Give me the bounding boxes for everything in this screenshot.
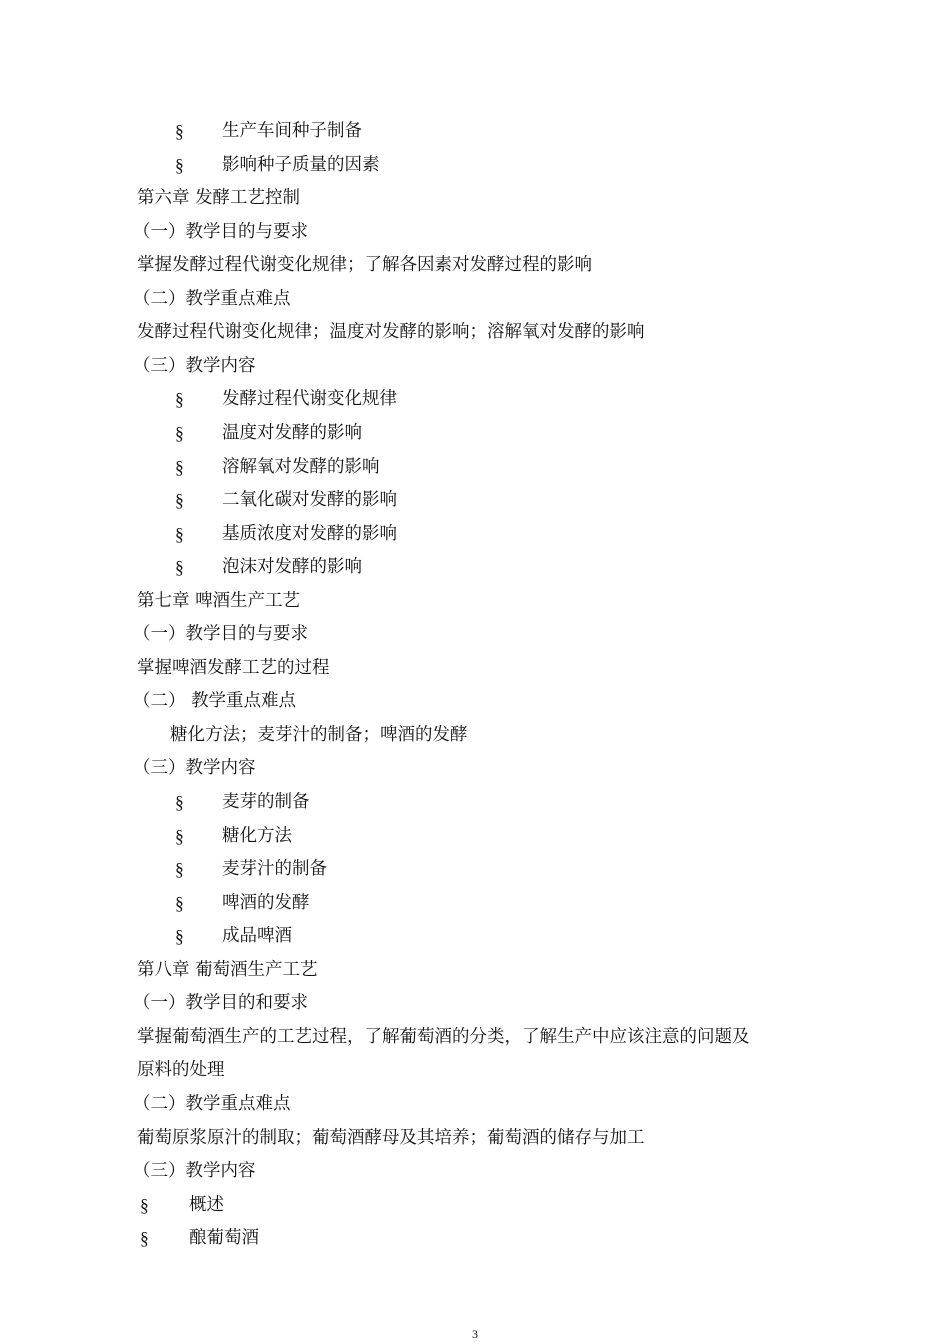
- section-bullet-icon: §: [175, 892, 184, 913]
- subsection-title: （三）教学内容: [133, 1161, 256, 1182]
- paragraph-text: 掌握啤酒发酵工艺的过程: [137, 657, 330, 678]
- subsection-title: （一）教学目的与要求: [133, 624, 308, 645]
- paragraph-text: 糖化方法；麦芽汁的制备；啤酒的发酵: [170, 724, 468, 745]
- section-bullet-icon: §: [175, 825, 184, 846]
- bullet-text: 麦芽汁的制备: [222, 859, 327, 880]
- bullet-text: 温度对发酵的影响: [222, 422, 362, 443]
- bullet-text: 影响种子质量的因素: [222, 154, 380, 175]
- section-bullet-icon: §: [175, 523, 184, 544]
- bullet-text: 泡沫对发酵的影响: [222, 557, 362, 578]
- paragraph-text: 发酵过程代谢变化规律；温度对发酵的影响；溶解氧对发酵的影响: [137, 322, 645, 343]
- subsection-title: （一）教学目的和要求: [133, 993, 308, 1014]
- bullet-text: 发酵过程代谢变化规律: [222, 389, 397, 410]
- subsection-title: （三）教学内容: [133, 355, 256, 376]
- paragraph-text: 原料的处理: [137, 1060, 225, 1081]
- section-bullet-icon: §: [175, 490, 184, 511]
- bullet-text: 酿葡萄酒: [189, 1228, 259, 1249]
- bullet-text: 二氧化碳对发酵的影响: [222, 490, 397, 511]
- subsection-title: （二） 教学重点难点: [133, 691, 297, 712]
- section-bullet-icon: §: [175, 121, 184, 141]
- section-bullet-icon: §: [175, 859, 184, 880]
- paragraph-text: 葡萄原浆原汁的制取；葡萄酒酵母及其培养；葡萄酒的储存与加工: [137, 1127, 645, 1148]
- bullet-text: 基质浓度对发酵的影响: [222, 523, 397, 544]
- bullet-text: 麦芽的制备: [222, 792, 310, 812]
- section-bullet-icon: §: [175, 926, 184, 947]
- paragraph-text: 掌握葡萄酒生产的工艺过程，了解葡萄酒的分类，了解生产中应该注意的问题及: [137, 1026, 750, 1047]
- bullet-text: 成品啤酒: [222, 926, 292, 947]
- paragraph-text: 掌握发酵过程代谢变化规律；了解各因素对发酵过程的影响: [137, 255, 592, 276]
- section-bullet-icon: §: [175, 456, 184, 477]
- section-bullet-icon: §: [175, 792, 184, 812]
- chapter-title: 第八章 葡萄酒生产工艺: [137, 959, 318, 980]
- bullet-text: 生产车间种子制备: [222, 121, 362, 141]
- subsection-title: （一）教学目的与要求: [133, 221, 308, 242]
- subsection-title: （三）教学内容: [133, 758, 256, 779]
- page-number: 3: [472, 1327, 478, 1341]
- section-bullet-icon: §: [140, 1228, 149, 1249]
- subsection-title: （二）教学重点难点: [133, 1093, 291, 1114]
- chapter-title: 第七章 啤酒生产工艺: [137, 590, 301, 611]
- section-bullet-icon: §: [140, 1194, 149, 1215]
- bullet-text: 糖化方法: [222, 825, 292, 846]
- bullet-text: 溶解氧对发酵的影响: [222, 456, 380, 477]
- section-bullet-icon: §: [175, 154, 184, 175]
- section-bullet-icon: §: [175, 422, 184, 443]
- bullet-text: 啤酒的发酵: [222, 892, 310, 913]
- subsection-title: （二）教学重点难点: [133, 288, 291, 309]
- section-bullet-icon: §: [175, 557, 184, 578]
- chapter-title: 第六章 发酵工艺控制: [137, 188, 301, 209]
- section-bullet-icon: §: [175, 389, 184, 410]
- bullet-text: 概述: [189, 1194, 224, 1215]
